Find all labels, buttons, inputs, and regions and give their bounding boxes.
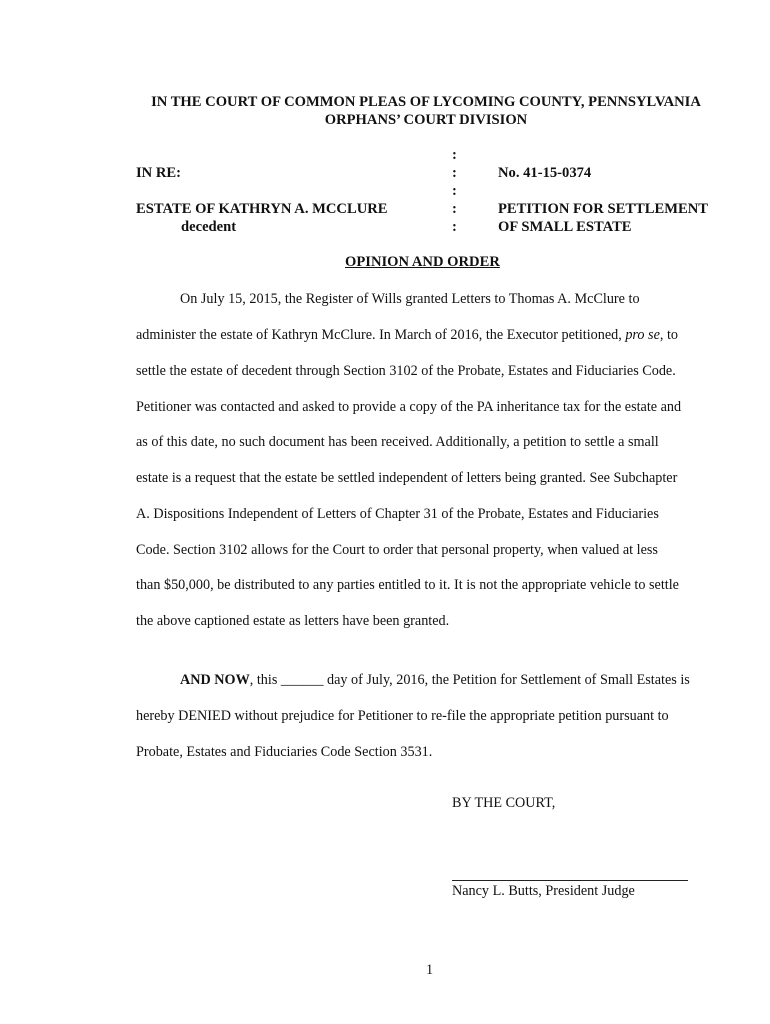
opinion-line: On July 15, 2015, the Register of Wills granted Letters to Thomas A. McClure to <box>180 291 640 307</box>
caption-petition-line2: OF SMALL ESTATE <box>498 219 632 235</box>
opinion-line: Code. Section 3102 allows for the Court to order that personal property, when valued at less <box>136 542 658 558</box>
opinion-line: as of this date, no such document has been received. Additionally, a petition to settle a small <box>136 434 659 450</box>
caption-colon: : <box>452 147 457 163</box>
signature-line <box>452 880 688 881</box>
caption-colon: : <box>452 219 457 235</box>
opinion-line: than $50,000, be distributed to any parties entitled to it. It is not the appropriate vehicle to settle <box>136 577 679 593</box>
caption-decedent: decedent <box>181 219 237 235</box>
caption-colon: : <box>452 165 457 181</box>
opinion-line: settle the estate of decedent through Section 3102 of the Probate, Estates and Fiduciaries Code. <box>136 363 676 379</box>
page-number: 1 <box>426 962 434 978</box>
document-title: OPINION AND ORDER <box>345 254 500 270</box>
order-line: Probate, Estates and Fiduciaries Code Section 3531. <box>136 744 433 760</box>
caption-in-re: IN RE: <box>136 165 181 181</box>
order-line: hereby DENIED without prejudice for Petitioner to re-file the appropriate petition pursuant to <box>136 708 669 724</box>
caption-colon: : <box>452 183 457 199</box>
opinion-line: A. Dispositions Independent of Letters of Chapter 31 of the Probate, Estates and Fiduciaries <box>136 506 659 522</box>
opinion-line: the above captioned estate as letters have been granted. <box>136 613 450 629</box>
by-the-court: BY THE COURT, <box>452 795 556 811</box>
court-header-line1: IN THE COURT OF COMMON PLEAS OF LYCOMING COUNTY, PENNSYLVANIA <box>151 94 701 110</box>
and-now-bold: AND NOW <box>180 672 250 688</box>
pro-se-italic: pro se <box>625 327 660 343</box>
judge-name: Nancy L. Butts, President Judge <box>452 883 635 899</box>
case-number: No. 41-15-0374 <box>498 165 592 181</box>
caption-colon: : <box>452 201 457 217</box>
opinion-line: administer the estate of Kathryn McClure. In March of 2016, the Executor petitioned, pro se, to <box>136 327 679 343</box>
caption-petition-line1: PETITION FOR SETTLEMENT <box>498 201 709 217</box>
caption-estate: ESTATE OF KATHRYN A. MCCLURE <box>136 201 388 217</box>
opinion-line: Petitioner was contacted and asked to provide a copy of the PA inheritance tax for the estate and <box>136 399 682 415</box>
court-header-line2: ORPHANS’ COURT DIVISION <box>324 112 528 128</box>
order-line: AND NOW, this ______ day of July, 2016, the Petition for Settlement of Small Estates is <box>180 672 690 688</box>
opinion-line: estate is a request that the estate be settled independent of letters being granted. See Subchapter <box>136 470 678 486</box>
